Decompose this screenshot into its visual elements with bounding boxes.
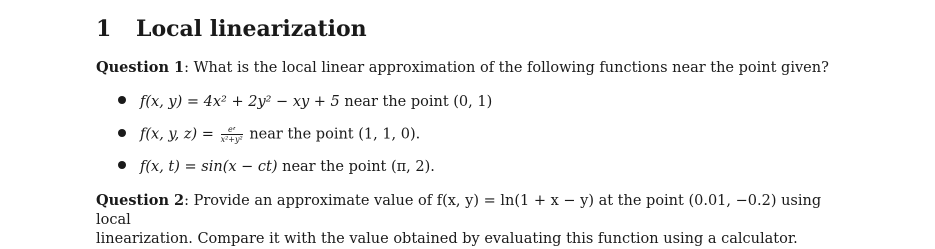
bullet-icon — [118, 161, 126, 169]
fraction-denominator: x²+y² — [220, 135, 243, 144]
question-1-label: Question 1 — [96, 59, 185, 76]
list-item — [118, 158, 435, 176]
question-1-text: : What is the local linear approximation of the following functions near the point given? — [184, 60, 829, 76]
point-text: near the point (1, 1, 0). — [244, 126, 421, 143]
point-text: near the point (0, 1) — [339, 94, 493, 110]
question-2-line-2: linearization. Compare it with the value obtained by evaluating this function using a calculator. — [96, 231, 798, 247]
list-item — [118, 93, 492, 111]
list-item — [118, 125, 420, 144]
function-expression: f(x, y) = 4x² + 2y² − xy + 5 — [140, 94, 340, 110]
question-1 — [96, 59, 829, 77]
function-expression: f(x, y, z) = — [140, 126, 214, 143]
question-2-line-1: : Provide an approximate value of f(x, y) = ln(1 + x − y) at the point (0.01, −0.2) using local — [96, 193, 822, 228]
function-expression: f(x, t) = sin(x − ct) — [140, 159, 278, 175]
bullet-icon — [118, 96, 126, 104]
fraction-numerator: eᶻ — [221, 125, 243, 135]
fraction — [221, 125, 243, 144]
section-title: Local linearization — [136, 16, 367, 42]
point-text: near the point (π, 2). — [277, 159, 435, 175]
question-2 — [96, 191, 856, 249]
section-number: 1 — [96, 16, 112, 42]
question-2-label: Question 2 — [96, 192, 185, 209]
section-heading — [96, 16, 367, 42]
bullet-icon — [118, 129, 126, 137]
